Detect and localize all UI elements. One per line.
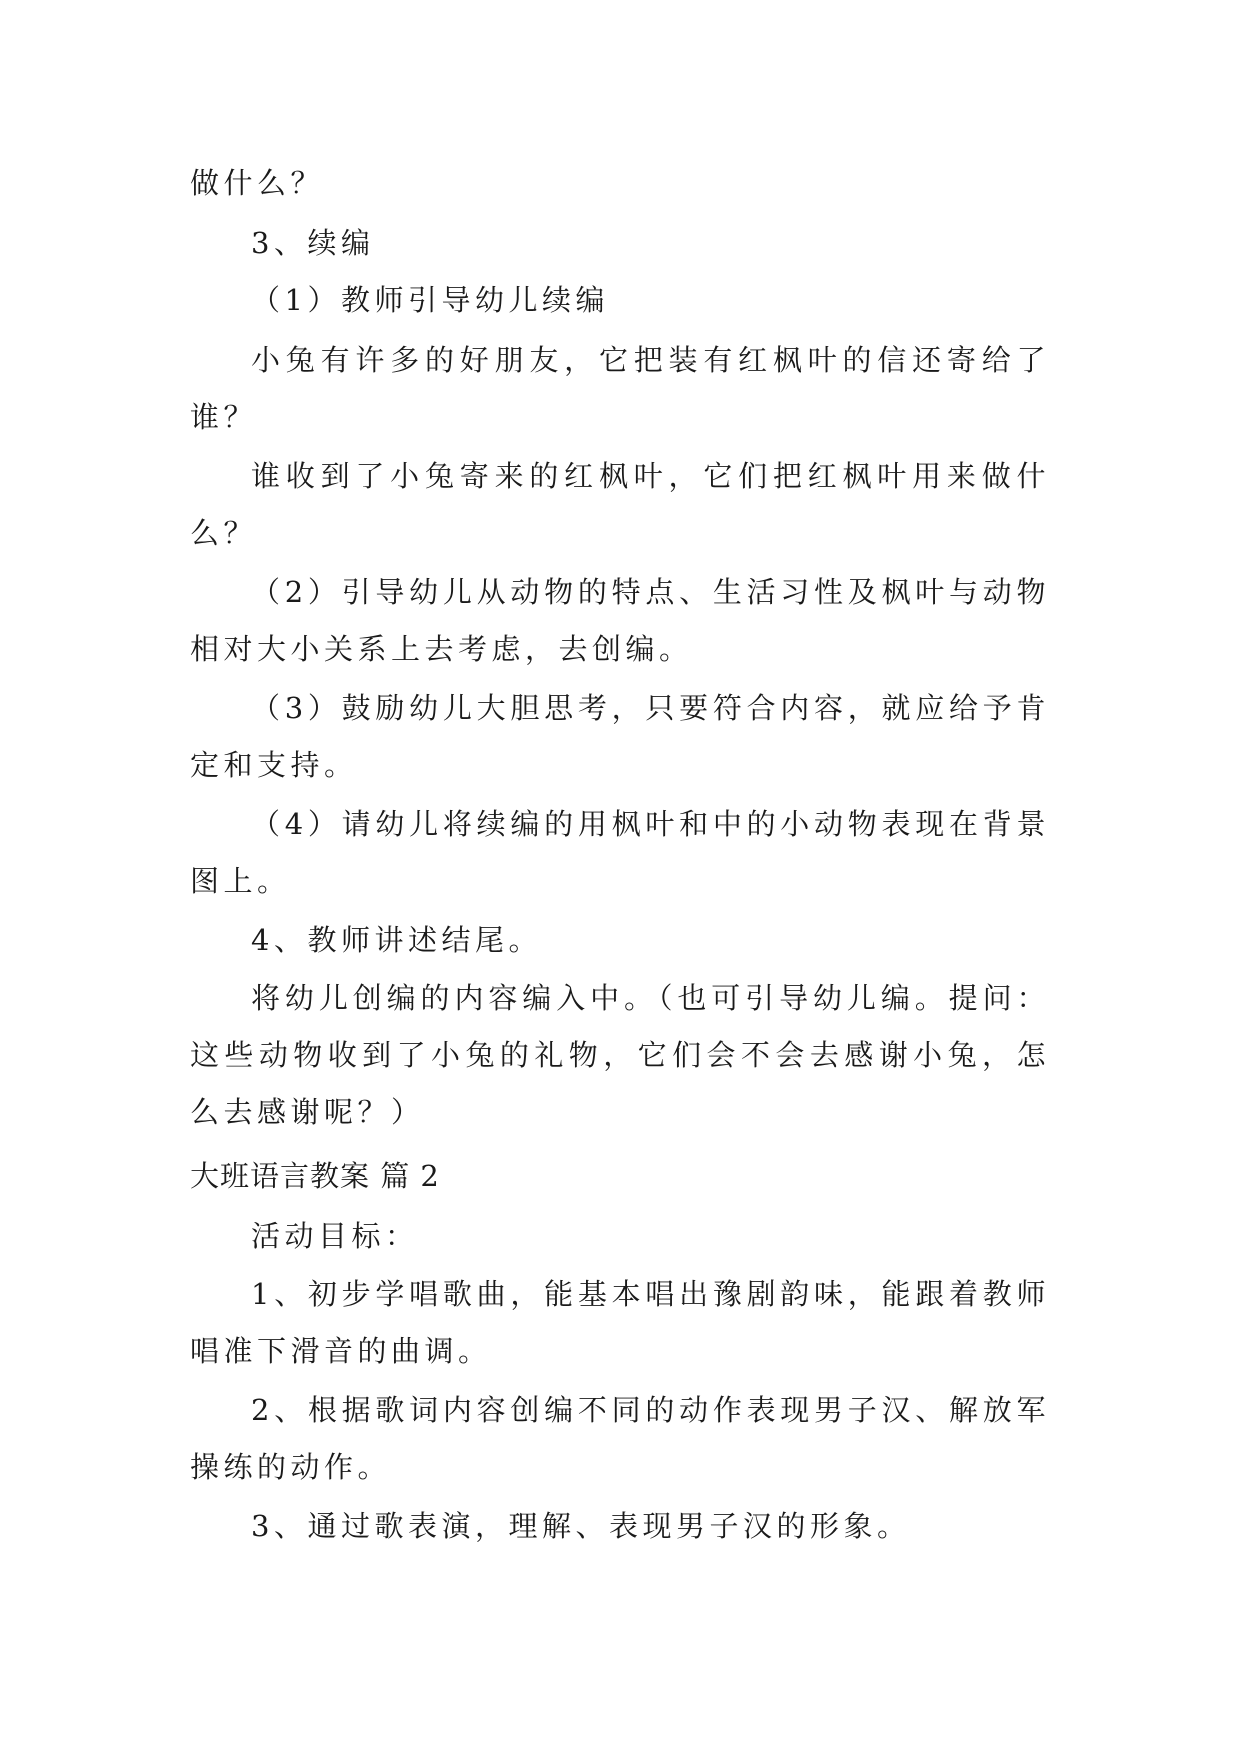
activity-goals-label: 活动目标： bbox=[251, 1219, 419, 1253]
step-4-heading: 4、教师讲述结尾。 bbox=[251, 923, 542, 957]
question-paragraph-2: 谁收到了小兔寄来的红枫叶，它们把红枫叶用来做什么？ bbox=[190, 459, 1050, 550]
paragraph-continuation: 做什么？ bbox=[190, 166, 325, 200]
step-3-4: （4）请幼儿将续编的用枫叶和中的小动物表现在背景图上。 bbox=[190, 807, 1050, 898]
question-paragraph-1: 小兔有许多的好朋友，它把装有红枫叶的信还寄给了谁？ bbox=[190, 343, 1050, 434]
goal-3: 3、通过歌表演，理解、表现男子汉的形象。 bbox=[251, 1509, 911, 1543]
step-3-heading: 3、续编 bbox=[251, 226, 375, 260]
goal-2: 2、根据歌词内容创编不同的动作表现男子汉、解放军操练的动作。 bbox=[190, 1393, 1050, 1484]
step-3-2: （2）引导幼儿从动物的特点、生活习性及枫叶与动物相对大小关系上去考虑，去创编。 bbox=[190, 575, 1050, 666]
ending-paragraph: 将幼儿创编的内容编入中。（也可引导幼儿编。提问：这些动物收到了小兔的礼物，它们会不会去感谢小兔，怎么去感谢呢？） bbox=[190, 981, 1050, 1129]
goal-1: 1、初步学唱歌曲，能基本唱出豫剧韵味，能跟着教师唱准下滑音的曲调。 bbox=[190, 1277, 1050, 1368]
section-title: 大班语言教案 篇 2 bbox=[190, 1159, 440, 1193]
step-3-1: （1）教师引导幼儿续编 bbox=[251, 283, 609, 317]
step-3-3: （3）鼓励幼儿大胆思考，只要符合内容，就应给予肯定和支持。 bbox=[190, 691, 1050, 782]
